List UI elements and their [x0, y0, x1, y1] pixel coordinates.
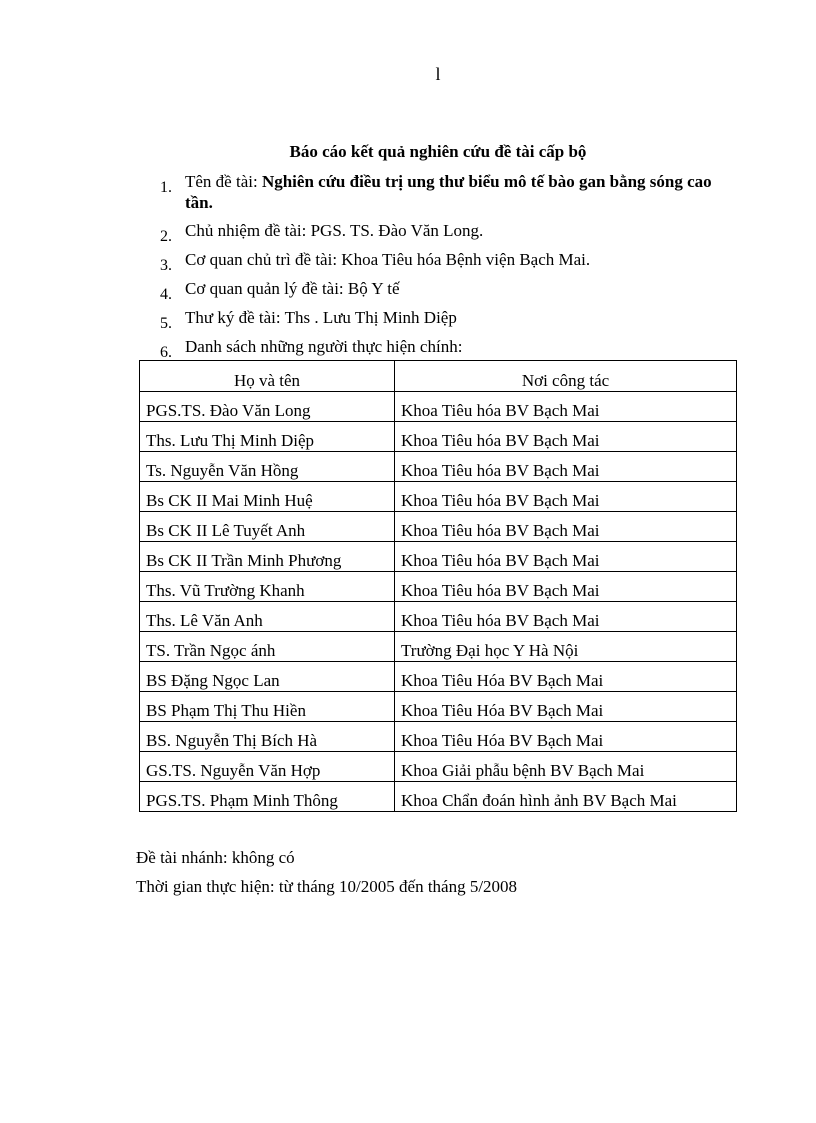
staff-name-cell: Bs CK II Mai Minh Huệ — [140, 482, 395, 512]
info-item-number: 4. — [160, 286, 172, 303]
staff-name-cell: PGS.TS. Đào Văn Long — [140, 392, 395, 422]
staff-workplace-cell: Khoa Giải phẫu bệnh BV Bạch Mai — [395, 752, 737, 782]
staff-workplace-cell: Khoa Tiêu hóa BV Bạch Mai — [395, 542, 737, 572]
staff-workplace-cell: Khoa Chẩn đoán hình ảnh BV Bạch Mai — [395, 782, 737, 812]
table-row — [140, 392, 737, 422]
info-item-label: Chủ nhiệm đề tài: — [185, 221, 307, 240]
info-item-value: Khoa Tiêu hóa Bệnh viện Bạch Mai. — [341, 250, 591, 269]
duration-line: Thời gian thực hiện: từ tháng 10/2005 đến tháng 5/2008 — [136, 877, 518, 896]
staff-name-cell: PGS.TS. Phạm Minh Thông — [140, 782, 395, 812]
info-item-value: Nghiên cứu điều trị ung thư biểu mô tế bào gan bằng sóng cao tần. — [185, 172, 712, 212]
info-item-number: 1. — [160, 179, 172, 196]
staff-name-cell: GS.TS. Nguyễn Văn Hợp — [140, 752, 395, 782]
staff-name-cell: Ths. Lưu Thị Minh Diệp — [140, 422, 395, 452]
staff-workplace-cell: Khoa Tiêu Hóa BV Bạch Mai — [395, 662, 737, 692]
table-row — [140, 722, 737, 752]
table-row — [140, 632, 737, 662]
info-item-director — [158, 220, 728, 245]
staff-name-cell: Bs CK II Lê Tuyết Anh — [140, 512, 395, 542]
table-row — [140, 662, 737, 692]
sub-project-line: Đề tài nhánh: không có — [136, 848, 295, 867]
staff-workplace-cell: Khoa Tiêu hóa BV Bạch Mai — [395, 482, 737, 512]
table-row — [140, 602, 737, 632]
info-item-label: Tên đề tài: — [185, 172, 258, 191]
column-header-workplace: Nơi công tác — [395, 361, 737, 392]
info-item-number: 3. — [160, 257, 172, 274]
staff-name-cell: BS. Nguyễn Thị Bích Hà — [140, 722, 395, 752]
info-item-label: Cơ quan chủ trì đề tài: — [185, 250, 338, 269]
report-title: Báo cáo kết quả nghiên cứu đề tài cấp bộ — [289, 142, 587, 161]
staff-workplace-cell: Khoa Tiêu Hóa BV Bạch Mai — [395, 722, 737, 752]
info-item-label: Danh sách những người thực hiện chính: — [185, 337, 463, 356]
staff-workplace-cell: Khoa Tiêu hóa BV Bạch Mai — [395, 572, 737, 602]
info-item-secretary — [158, 307, 728, 332]
staff-name-cell: Ts. Nguyễn Văn Hồng — [140, 452, 395, 482]
column-header-name: Họ và tên — [140, 361, 395, 392]
table-row — [140, 482, 737, 512]
staff-workplace-cell: Khoa Tiêu hóa BV Bạch Mai — [395, 452, 737, 482]
staff-workplace-cell: Trường Đại học Y Hà Nội — [395, 632, 737, 662]
table-row — [140, 692, 737, 722]
staff-workplace-cell: Khoa Tiêu hóa BV Bạch Mai — [395, 422, 737, 452]
info-item-label: Thư ký đề tài: — [185, 308, 281, 327]
info-item-host-agency — [158, 249, 728, 274]
info-item-value: Ths . Lưu Thị Minh Diệp — [284, 308, 457, 327]
info-item-topic — [158, 171, 728, 213]
info-item-staff-list — [158, 336, 728, 361]
staff-workplace-cell: Khoa Tiêu hóa BV Bạch Mai — [395, 512, 737, 542]
info-item-number: 6. — [160, 344, 172, 361]
info-item-managing-agency — [158, 278, 728, 303]
staff-workplace-cell: Khoa Tiêu Hóa BV Bạch Mai — [395, 692, 737, 722]
table-row — [140, 752, 737, 782]
staff-name-cell: TS. Trần Ngọc ánh — [140, 632, 395, 662]
staff-workplace-cell: Khoa Tiêu hóa BV Bạch Mai — [395, 392, 737, 422]
staff-name-cell: Ths. Lê Văn Anh — [140, 602, 395, 632]
info-item-value: PGS. TS. Đào Văn Long. — [310, 221, 484, 240]
info-item-label: Cơ quan quản lý đề tài: — [185, 279, 344, 298]
table-header-row — [140, 361, 737, 392]
staff-table-body — [140, 392, 737, 812]
table-row — [140, 572, 737, 602]
staff-name-cell: BS Đặng Ngọc Lan — [140, 662, 395, 692]
page-number: l — [435, 64, 441, 84]
staff-name-cell: Ths. Vũ Trường Khanh — [140, 572, 395, 602]
staff-name-cell: BS Phạm Thị Thu Hiền — [140, 692, 395, 722]
info-item-value: Bộ Y tế — [347, 279, 400, 298]
table-row — [140, 422, 737, 452]
project-info-list — [158, 171, 728, 365]
info-item-number: 5. — [160, 315, 172, 332]
table-row — [140, 452, 737, 482]
table-row — [140, 512, 737, 542]
table-row — [140, 542, 737, 572]
staff-name-cell: Bs CK II Trần Minh Phương — [140, 542, 395, 572]
staff-table — [139, 360, 737, 812]
table-row — [140, 782, 737, 812]
staff-workplace-cell: Khoa Tiêu hóa BV Bạch Mai — [395, 602, 737, 632]
info-item-number: 2. — [160, 228, 172, 245]
